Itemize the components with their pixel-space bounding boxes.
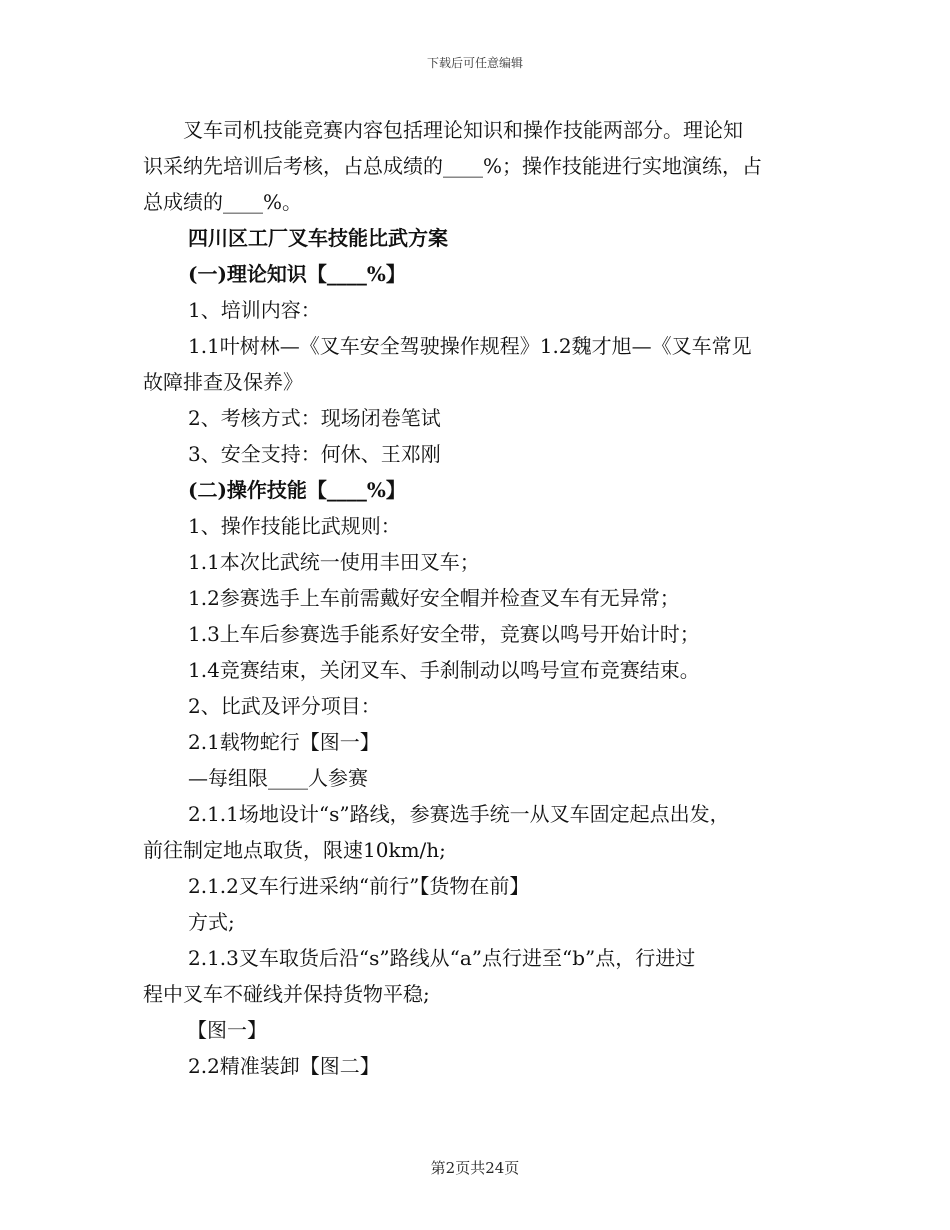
section1-item: 2、考核方式：现场闭卷笔试: [188, 406, 441, 430]
document-body: [143, 112, 808, 1084]
section2-item: 1、操作技能比武规则：: [188, 514, 401, 538]
section1-heading: (一)理论知识【____%】: [188, 262, 406, 286]
section2-item: 2.2精准装卸【图二】: [188, 1054, 380, 1078]
section1-item: 1.1叶树林—《叉车安全驾驶操作规程》1.2魏才旭—《叉车常见: [188, 334, 752, 358]
section2-item-continuation: 方式;: [188, 910, 235, 934]
section2-item: 1.2参赛选手上车前需戴好安全帽并检查叉车有无异常；: [188, 586, 680, 610]
intro-line-3: 总成绩的____%。: [143, 190, 303, 214]
section2-heading: (二)操作技能【____%】: [188, 478, 406, 502]
section1-item-continuation: 故障排查及保养》: [143, 370, 303, 394]
section1-item: 1、培训内容：: [188, 298, 321, 322]
section2-item: 2.1.1场地设计“s”路线，参赛选手统一从叉车固定起点出发，: [188, 802, 730, 826]
section2-item: 2、比武及评分项目：: [188, 694, 381, 718]
section2-item: 1.4竞赛结束，关闭叉车、手刹制动以鸣号宣布竞赛结束。: [188, 658, 700, 682]
section2-item: 2.1.3叉车取货后沿“s”路线从“a”点行进至“b”点，行进过: [188, 946, 696, 970]
section2-item-continuation: 前往制定地点取货，限速10km/h;: [143, 838, 446, 862]
section2-item: 1.1本次比武统一使用丰田叉车；: [188, 550, 480, 574]
figure-label: 【图一】: [187, 1018, 267, 1042]
header-note: 下载后可任意编辑: [426, 56, 523, 70]
section2-item: —每组限____人参赛: [188, 766, 368, 790]
document-title: 四川区工厂叉车技能比武方案: [188, 226, 448, 250]
section2-item: 2.1载物蛇行【图一】: [188, 730, 380, 754]
section2-item: 2.1.2叉车行进采纳“前行”【货物在前】: [188, 874, 530, 898]
intro-line-1: 叉车司机技能竞赛内容包括理论知识和操作技能两部分。理论知: [183, 118, 743, 142]
section2-item: 1.3上车后参赛选手能系好安全带，竞赛以鸣号开始计时；: [188, 622, 700, 646]
section2-item-continuation: 程中叉车不碰线并保持货物平稳;: [143, 982, 430, 1006]
intro-line-2: 识采纳先培训后考核，占总成绩的____%；操作技能进行实地演练，占: [143, 154, 763, 178]
page-footer: 第2页共24页: [430, 1159, 520, 1177]
section1-item: 3、安全支持：何休、王邓刚: [188, 442, 441, 466]
